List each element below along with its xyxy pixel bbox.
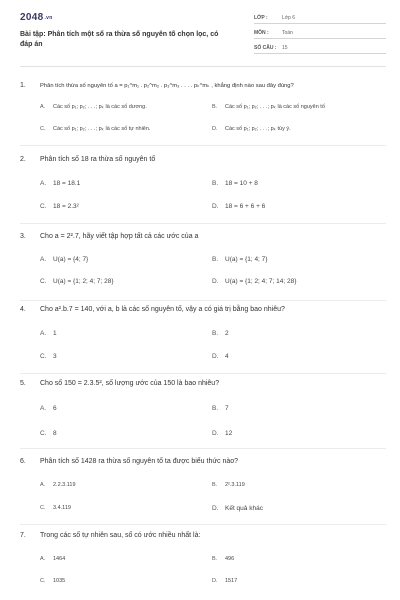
meta-label: MÔN : xyxy=(254,29,269,36)
question-body: Cho số 150 = 2.3.5², số lượng ước của 150 là bao nhiêu? xyxy=(40,380,220,387)
option-letter: C. xyxy=(40,203,47,210)
question xyxy=(20,156,386,216)
option-a[interactable] xyxy=(40,104,147,110)
question xyxy=(20,380,386,440)
option-letter: C. xyxy=(40,430,47,437)
option-d[interactable] xyxy=(212,353,229,360)
question-number: 6. xyxy=(20,458,26,465)
logo-suffix: .vn xyxy=(44,15,53,21)
option-a[interactable] xyxy=(40,330,57,337)
option-letter: D. xyxy=(212,578,218,584)
meta-label: SỐ CÂU : xyxy=(254,44,277,51)
option-text: U(a) = {4; 7} xyxy=(53,256,89,263)
divider xyxy=(20,223,386,224)
logo-text: 2048 xyxy=(20,12,44,23)
page-title: Bài tập: Phân tích một số ra thừa số nguyên tố chọn lọc, có đáp án xyxy=(20,31,219,48)
option-d[interactable] xyxy=(212,505,263,512)
question-body: Phân tích số 1428 ra thừa số nguyên tố ta được biểu thức nào? xyxy=(40,458,239,465)
option-letter: D. xyxy=(212,126,218,132)
option-c[interactable] xyxy=(40,126,150,132)
option-text: Các số p₁; p₂; . . .; pₖ là các số nguyên tố xyxy=(225,104,325,110)
option-text: U(a) = {1; 2; 4; 7; 28} xyxy=(53,278,114,285)
option-letter: B. xyxy=(212,482,218,488)
option-text: 6 xyxy=(53,405,57,412)
option-b[interactable] xyxy=(212,330,229,337)
question-body: Phân tích thừa số nguyên tố a = p₁^m₁ . p₂^m₂ . p₃^m₃ . . . . pₖ^mₖ , khẳng định nào sau đây đúng? xyxy=(40,83,294,89)
option-text: 3.4.119 xyxy=(53,505,71,511)
option-text: 3 xyxy=(53,353,57,360)
meta-value: Toán xyxy=(282,29,293,36)
divider xyxy=(20,145,386,146)
option-letter: C. xyxy=(40,578,46,584)
option-d[interactable] xyxy=(212,278,296,285)
question-body: Cho a².b.7 = 140, với a, b là các số nguyên tố, vậy a có giá trị bằng bao nhiêu? xyxy=(40,306,285,313)
question-text xyxy=(20,233,198,240)
question xyxy=(20,532,386,592)
option-letter: C. xyxy=(40,505,46,511)
option-text: 18 = 2.3² xyxy=(53,203,79,210)
option-text: U(a) = {1; 2; 4; 7; 14; 28} xyxy=(225,278,297,285)
question-body: Cho a = 2².7, hãy viết tập hợp tất cả các ước của a xyxy=(40,233,199,240)
question-body: Trong các số tự nhiên sau, số có ước nhiều nhất là: xyxy=(40,532,201,539)
option-text: 1035 xyxy=(53,578,66,584)
option-letter: A. xyxy=(40,405,47,412)
option-a[interactable] xyxy=(40,482,76,488)
divider xyxy=(20,448,386,449)
option-letter: C. xyxy=(40,353,47,360)
option-d[interactable] xyxy=(212,126,291,132)
option-text: 1 xyxy=(53,330,57,337)
option-b[interactable] xyxy=(212,482,245,488)
option-a[interactable] xyxy=(40,180,80,187)
option-letter: B. xyxy=(212,180,219,187)
question-text xyxy=(20,458,238,465)
divider xyxy=(20,524,386,525)
option-letter: B. xyxy=(212,330,219,337)
question-text xyxy=(20,380,219,387)
option-c[interactable] xyxy=(40,430,57,437)
divider xyxy=(20,300,386,301)
option-letter: A. xyxy=(40,104,46,110)
option-letter: A. xyxy=(40,256,47,263)
option-c[interactable] xyxy=(40,278,114,285)
option-text: Các số p₁; p₂; . . .; pₖ tùy ý. xyxy=(225,126,291,132)
option-c[interactable] xyxy=(40,203,79,210)
option-d[interactable] xyxy=(212,203,265,210)
divider xyxy=(20,66,386,67)
meta-info xyxy=(254,12,386,57)
option-letter: A. xyxy=(40,330,47,337)
question-number: 3. xyxy=(20,233,26,240)
option-text: 4 xyxy=(225,353,229,360)
option-letter: D. xyxy=(212,430,219,437)
meta-row-count xyxy=(254,42,386,54)
meta-value: 15 xyxy=(282,44,288,51)
question-number: 5. xyxy=(20,380,26,387)
option-letter: A. xyxy=(40,482,46,488)
option-letter: A. xyxy=(40,556,46,562)
meta-label: LỚP : xyxy=(254,14,268,21)
option-text: 2 xyxy=(225,330,229,337)
option-text: Các số p₁; p₂; . . .; pₖ là các số tự nhiên. xyxy=(53,126,151,132)
question-body: Phân tích số 18 ra thừa số nguyên tố xyxy=(40,156,156,163)
option-b[interactable] xyxy=(212,180,258,187)
meta-row-subject xyxy=(254,27,386,39)
question xyxy=(20,458,386,518)
site-logo[interactable] xyxy=(20,12,53,23)
option-text: 2².3.119 xyxy=(225,482,245,488)
option-letter: D. xyxy=(212,505,219,512)
question-number: 4. xyxy=(20,306,26,313)
option-letter: D. xyxy=(212,278,219,285)
option-text: 7 xyxy=(225,405,229,412)
option-letter: D. xyxy=(212,203,219,210)
question-number: 7. xyxy=(20,532,26,539)
option-a[interactable] xyxy=(40,556,65,562)
question-text xyxy=(20,82,294,89)
option-a[interactable] xyxy=(40,405,57,412)
option-text: 2.2.3.119 xyxy=(53,482,76,488)
option-d[interactable] xyxy=(212,578,237,584)
option-text: 1517 xyxy=(225,578,238,584)
meta-value: Lớp 6 xyxy=(282,14,296,21)
option-b[interactable] xyxy=(212,405,229,412)
option-letter: A. xyxy=(40,180,47,187)
question xyxy=(20,82,386,142)
divider xyxy=(20,373,386,374)
option-c[interactable] xyxy=(40,353,57,360)
option-letter: B. xyxy=(212,405,219,412)
option-text: 18 = 18.1 xyxy=(53,180,81,187)
question-number: 2. xyxy=(20,156,26,163)
question-number: 1. xyxy=(20,82,26,89)
option-b[interactable] xyxy=(212,556,234,562)
option-text: 8 xyxy=(53,430,57,437)
option-letter: C. xyxy=(40,126,46,132)
option-a[interactable] xyxy=(40,256,88,263)
option-c[interactable] xyxy=(40,505,71,511)
header xyxy=(20,12,386,60)
option-text: 496 xyxy=(225,556,235,562)
option-text: Các số p₁; p₂; . . .; pₖ là các số dương. xyxy=(53,104,147,110)
question xyxy=(20,233,386,293)
option-text: Kết quả khác xyxy=(225,505,263,512)
meta-row-class xyxy=(254,12,386,24)
option-text: 1464 xyxy=(53,556,66,562)
option-text: 12 xyxy=(225,430,233,437)
option-letter: D. xyxy=(212,353,219,360)
option-d[interactable] xyxy=(212,430,232,437)
question xyxy=(20,306,386,366)
option-letter: B. xyxy=(212,104,218,110)
option-b[interactable] xyxy=(212,104,325,110)
option-letter: B. xyxy=(212,556,218,562)
option-c[interactable] xyxy=(40,578,65,584)
option-text: U(a) = {1; 4; 7} xyxy=(225,256,268,263)
option-letter: C. xyxy=(40,278,47,285)
question-text xyxy=(20,306,285,313)
option-letter: B. xyxy=(212,256,219,263)
option-b[interactable] xyxy=(212,256,267,263)
question-text xyxy=(20,156,155,163)
question-text xyxy=(20,532,200,539)
option-text: 18 = 6 + 6 + 6 xyxy=(225,203,266,210)
option-text: 18 = 10 + 8 xyxy=(225,180,258,187)
